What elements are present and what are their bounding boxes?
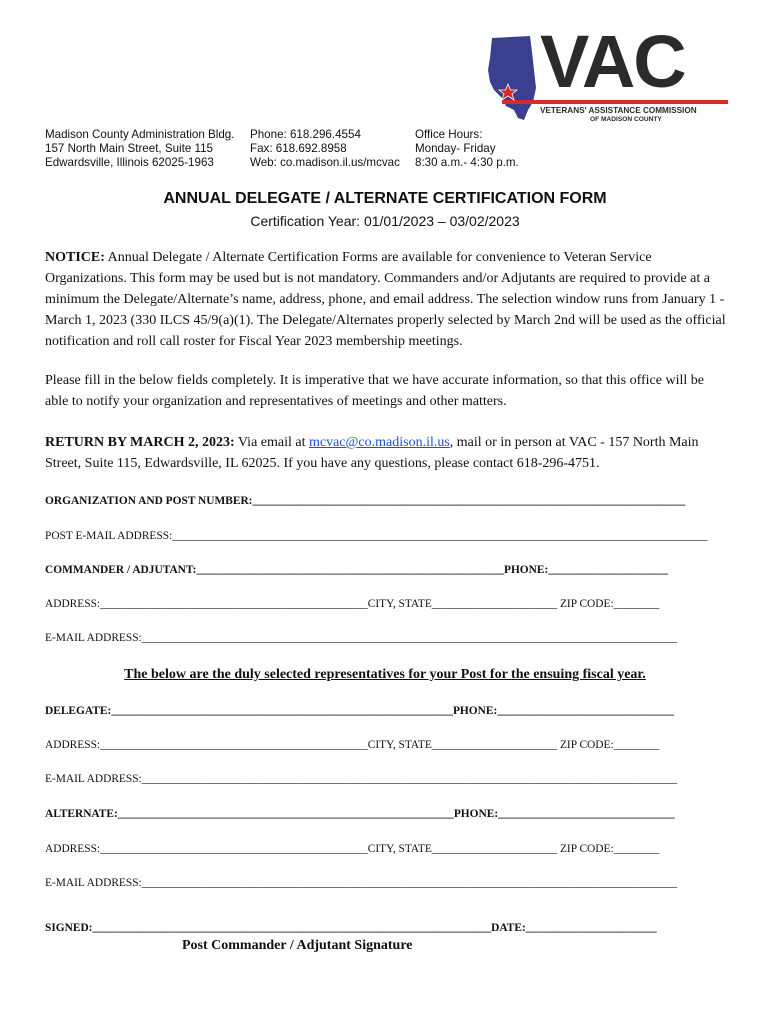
address-field[interactable]: ADDRESS:_______________________________________________CITY, STATE______________________ ZIP CODE:________ <box>45 598 660 610</box>
organization-field[interactable]: ORGANIZATION AND POST NUMBER:____________________________________________________________________________ <box>45 495 686 507</box>
web-line: Web: co.madison.il.us/mcvac <box>250 156 400 169</box>
signature-caption: Post Commander / Adjutant Signature <box>182 938 413 953</box>
address-line: Edwardsville, Illinois 62025-1963 <box>45 156 214 169</box>
email-link[interactable]: mcvac@co.madison.il.us <box>308 435 450 450</box>
phone-block <box>250 128 400 170</box>
alternate-field[interactable]: ALTERNATE:___________________________________________________________PHONE:_______________________________ <box>45 808 675 820</box>
vac-line2: OF MADISON COUNTY <box>590 116 662 123</box>
form-title: ANNUAL DELEGATE / ALTERNATE CERTIFICATION FORM <box>163 190 607 207</box>
return-paragraph <box>45 432 730 474</box>
notice-label: NOTICE: <box>45 250 105 265</box>
vac-wordmark: VAC <box>540 20 685 103</box>
vac-logo <box>478 20 728 126</box>
delegate-email-field[interactable]: E-MAIL ADDRESS:______________________________________________________________________________________________ <box>45 773 678 785</box>
alternate-address-field[interactable]: ADDRESS:_______________________________________________CITY, STATE______________________ ZIP CODE:________ <box>45 843 660 855</box>
certification-year: Certification Year: 01/01/2023 – 03/02/2023 <box>250 213 520 229</box>
fax-line: Fax: 618.692.8958 <box>250 142 347 155</box>
address-block <box>45 128 234 170</box>
hours-block <box>415 128 519 170</box>
post-email-field[interactable]: POST E-MAIL ADDRESS:______________________________________________________________________________________________ <box>45 530 708 542</box>
alternate-email-field[interactable]: E-MAIL ADDRESS:______________________________________________________________________________________________ <box>45 877 678 889</box>
delegate-field[interactable]: DELEGATE:____________________________________________________________PHONE:_______________________________ <box>45 705 674 717</box>
notice-text: Annual Delegate / Alternate Certification Forms are available for convenience to Veteran Service Organizations. This form may be used but is not mandatory. Commanders and/or Adjutants are required to provide at a minimum the Delegate/Alternate’s name, address, phone, and email address. The selection window runs from January 1 - March 1, 2023 (330 ILCS 45/9(a)(1). The Delegate/Alternates properly selected by March 2nd will be used as the official notification and roll call roster for Fiscal Year 2023 membership meetings. <box>45 250 726 349</box>
hours-line: Office Hours: <box>415 128 483 141</box>
address-line: 157 North Main Street, Suite 115 <box>45 142 213 155</box>
notice-paragraph <box>45 247 730 352</box>
signature-field[interactable]: SIGNED:______________________________________________________________________DATE:_______________________ <box>45 922 657 934</box>
instructions-paragraph: Please fill in the below fields completely. It is imperative that we have accurate information, so that this office will be able to notify your organization and representatives of meetings and other matters. <box>45 373 704 409</box>
return-post: , mail or in person at VAC - 157 North Main Street, Suite 115, Edwardsville, IL 62025. If you have any questions, please contact 618-296-4751. <box>45 435 699 471</box>
phone-line: Phone: 618.296.4554 <box>250 128 361 141</box>
vac-line1: VETERANS' ASSISTANCE COMMISSION <box>540 106 697 115</box>
return-pre: Via email at <box>234 435 309 450</box>
delegate-address-field[interactable]: ADDRESS:_______________________________________________CITY, STATE______________________ ZIP CODE:________ <box>45 739 660 751</box>
address-line: Madison County Administration Bldg. <box>45 128 235 141</box>
hours-line: 8:30 a.m.- 4:30 p.m. <box>415 156 519 169</box>
return-label: RETURN BY MARCH 2, 2023: <box>45 435 235 450</box>
representatives-heading: The below are the duly selected representatives for your Post for the ensuing fiscal year. <box>124 667 646 682</box>
hours-line: Monday- Friday <box>415 142 496 155</box>
commander-field[interactable]: COMMANDER / ADJUTANT:______________________________________________________PHONE:_____________________ <box>45 564 668 576</box>
email-field[interactable]: E-MAIL ADDRESS:______________________________________________________________________________________________ <box>45 632 678 644</box>
